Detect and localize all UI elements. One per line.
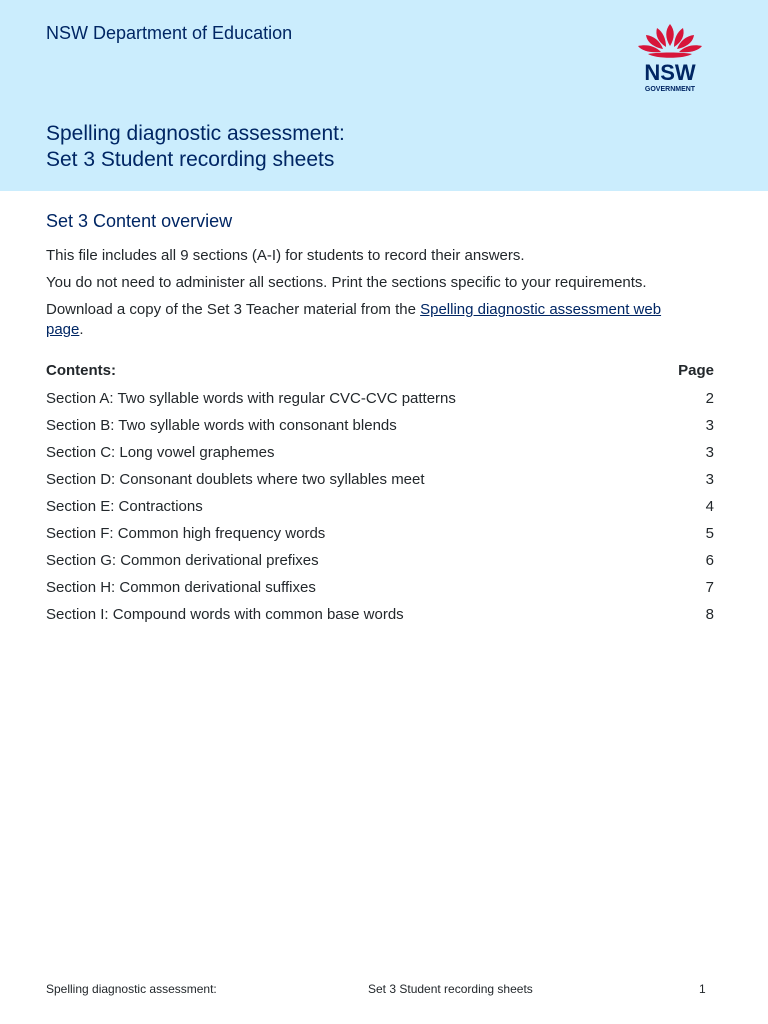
footer-center-text: Set 3 Student recording sheets — [368, 982, 533, 996]
toc-item-title: Section G: Common derivational prefixes — [46, 552, 319, 569]
toc-item-title: Section C: Long vowel graphemes — [46, 444, 275, 461]
toc-item-title: Section D: Consonant doublets where two syllables meet — [46, 471, 425, 488]
web-page-link-continued[interactable]: page — [46, 321, 80, 338]
overview-paragraph-1: This file includes all 9 sections (A-I) for students to record their answers. — [46, 247, 525, 264]
toc-item[interactable] — [46, 389, 714, 416]
period-text: . — [79, 321, 84, 338]
toc-item-title: Section I: Compound words with common base words — [46, 606, 404, 623]
download-text: Download a copy of the Set 3 Teacher material from the — [46, 301, 421, 318]
toc-item-title: Section F: Common high frequency words — [46, 525, 326, 542]
contents-header — [46, 362, 714, 379]
title-line-2: Set 3 Student recording sheets — [46, 148, 335, 171]
toc-item-page: 6 — [705, 552, 714, 569]
toc-item[interactable] — [46, 470, 714, 497]
toc-item-title: Section B: Two syllable words with consonant blends — [46, 417, 397, 434]
footer-page-number: 1 — [699, 982, 706, 996]
title-line-1: Spelling diagnostic assessment: — [46, 122, 345, 145]
overview-heading: Set 3 Content overview — [46, 211, 233, 231]
web-page-link[interactable]: Spelling diagnostic assessment web — [420, 301, 662, 318]
toc-item-page: 8 — [705, 606, 714, 623]
nsw-government-logo — [634, 22, 706, 94]
department-name: NSW Department of Education — [46, 23, 293, 43]
toc-item-page: 3 — [705, 444, 714, 461]
toc-item[interactable] — [46, 416, 714, 443]
toc-item[interactable] — [46, 443, 714, 470]
toc-item-page: 2 — [705, 390, 714, 407]
logo-nsw-text: NSW — [644, 60, 696, 85]
toc-item[interactable] — [46, 524, 714, 551]
toc-item[interactable] — [46, 551, 714, 578]
toc-item-page: 3 — [705, 471, 714, 488]
contents-label: Contents: — [46, 362, 116, 379]
toc-item-title: Section A: Two syllable words with regular CVC-CVC patterns — [46, 390, 456, 407]
toc-item-page: 7 — [705, 579, 714, 596]
logo-government-text: GOVERNMENT — [644, 86, 696, 93]
page-column-label: Page — [678, 362, 714, 379]
overview-paragraph-2: You do not need to administer all sections. Print the sections specific to your requirements. — [46, 274, 647, 291]
toc-item-page: 5 — [705, 525, 714, 542]
document-title — [46, 121, 345, 173]
overview-paragraph-3 — [46, 300, 661, 340]
table-of-contents — [46, 389, 714, 632]
waratah-flower-icon — [638, 24, 702, 58]
toc-item-page: 4 — [705, 498, 714, 515]
toc-item[interactable] — [46, 497, 714, 524]
toc-item-page: 3 — [705, 417, 714, 434]
toc-item[interactable] — [46, 605, 714, 632]
header-banner — [0, 0, 768, 191]
toc-item-title: Section H: Common derivational suffixes — [46, 579, 316, 596]
toc-item-title: Section E: Contractions — [46, 498, 203, 515]
toc-item[interactable] — [46, 578, 714, 605]
footer-left-text: Spelling diagnostic assessment: — [46, 982, 217, 996]
